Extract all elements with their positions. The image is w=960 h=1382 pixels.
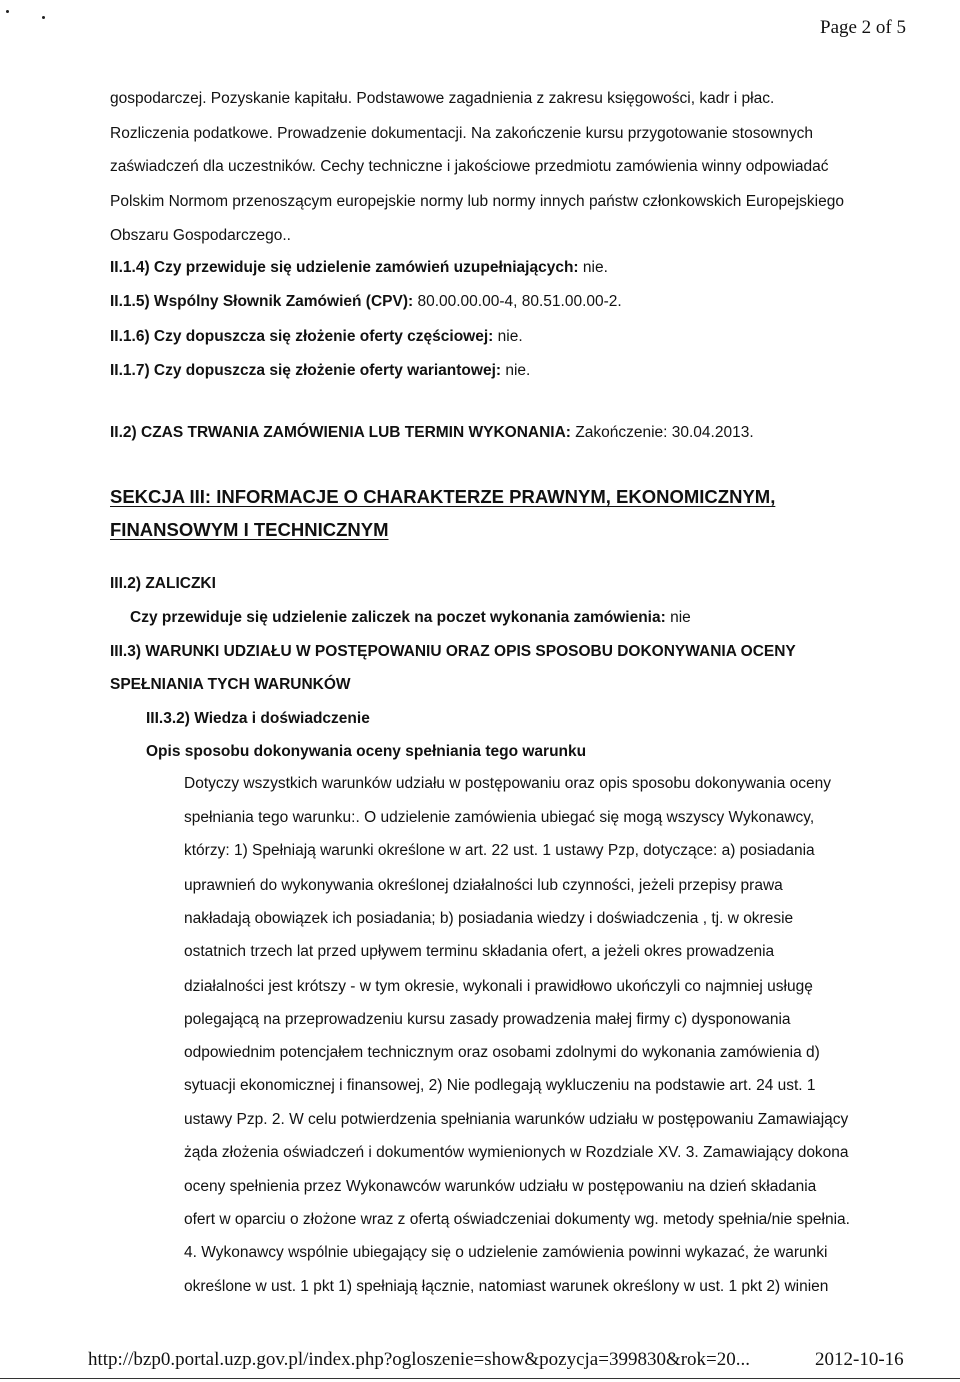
method-line: ostatnich trzech lat przed upływem terminu składania ofert, a jeżeli okres prowadzenia <box>184 943 775 960</box>
method-line: odpowiednim potencjałem technicznym oraz osobami zdolnymi do wykonania zamówienia d) <box>184 1044 820 1061</box>
footer-rule <box>0 1378 960 1379</box>
footer-date: 2012-10-16 <box>815 1349 904 1370</box>
intro-line: Polskim Normom przenoszącym europejskie normy lub normy innych państw członkowskich Europejskiego <box>110 193 844 210</box>
method-line: Dotyczy wszystkich warunków udziału w postępowaniu oraz opis sposobu dokonywania oceny <box>184 775 832 792</box>
item-variant-offer <box>110 361 530 381</box>
method-line: sytuacji ekonomicznej i finansowej, 2) Nie podlegają wykluczeniu na podstawie art. 24 ust. 1 <box>184 1077 816 1094</box>
intro-line: Obszaru Gospodarczego.. <box>110 227 291 244</box>
item-value: 80.00.00.00-4, 80.51.00.00-2. <box>413 293 622 310</box>
item-value: nie. <box>493 328 523 345</box>
method-line: ofert w oparciu o złożone wraz z ofertą oświadczeniai dokumenty wg. metody spełnia/nie spełnia. <box>184 1211 850 1228</box>
item-value: nie. <box>501 362 531 379</box>
advances-question <box>130 608 691 628</box>
item-cpv <box>110 292 622 312</box>
method-line: ustawy Pzp. 2. W celu potwierdzenia spełniania warunków udziału w postępowaniu Zamawiający <box>184 1111 849 1128</box>
advances-question-text: Czy przewiduje się udzielenie zaliczek na poczet wykonania zamówienia: <box>130 609 666 626</box>
duration-value: Zakończenie: 30.04.2013. <box>570 424 754 441</box>
page-indicator: Page 2 of 5 <box>820 17 907 38</box>
item-supplementary-orders <box>110 258 608 278</box>
intro-line: gospodarczej. Pozyskanie kapitału. Podstawowe zagadnienia z zakresu księgowości, kadr i płac. <box>110 90 775 107</box>
method-line: spełniania tego warunku:. O udzielenie zamówienia ubiegać się mogą wszyscy Wykonawcy, <box>184 809 815 826</box>
contract-duration <box>110 423 754 443</box>
item-label: II.1.5) Wspólny Słownik Zamówień (CPV): <box>110 293 414 310</box>
footer-url: http://bzp0.portal.uzp.gov.pl/index.php?ogloszenie=show&pozycja=399830&rok=20... <box>88 1349 751 1370</box>
method-line: żąda złożenia oświadczeń i dokumentów wymienionych w Rozdziale XV. 3. Zamawiający dokona <box>184 1144 849 1161</box>
conditions-heading-line1: III.3) WARUNKI UDZIAŁU W POSTĘPOWANIU ORAZ OPIS SPOSOBU DOKONYWANIA OCENY <box>110 643 796 660</box>
method-line: którzy: 1) Spełniają warunki określone w art. 22 ust. 1 ustawy Pzp, dotyczące: a) posiadania <box>184 842 815 859</box>
method-line: uprawnień do wykonywania określonej działalności lub czynności, jeżeli przepisy prawa <box>184 877 783 894</box>
knowledge-heading: III.3.2) Wiedza i doświadczenie <box>146 710 370 727</box>
duration-label: II.2) CZAS TRWANIA ZAMÓWIENIA LUB TERMIN WYKONANIA: <box>110 424 571 441</box>
method-line: określone w ust. 1 pkt 1) spełniają łącznie, natomiast warunek określony w ust. 1 pkt 2) winien <box>184 1278 829 1295</box>
item-label: II.1.7) Czy dopuszcza się złożenie oferty wariantowej: <box>110 362 502 379</box>
section-title-line1: SEKCJA III: INFORMACJE O CHARAKTERZE PRAWNYM, EKONOMICZNYM, <box>110 486 776 507</box>
section-title-line2: FINANSOWYM I TECHNICZNYM <box>110 519 389 540</box>
method-line: polegającą na przeprowadzeniu kursu zasady prowadzenia małej firmy c) dysponowania <box>184 1011 791 1028</box>
method-line: oceny spełnienia przez Wykonawców warunków udziału w postępowaniu na dzień składania <box>184 1178 817 1195</box>
item-value: nie. <box>578 259 608 276</box>
scan-speck <box>42 16 45 19</box>
scan-speck <box>6 10 9 13</box>
method-heading: Opis sposobu dokonywania oceny spełniania tego warunku <box>146 743 587 760</box>
item-label: II.1.4) Czy przewiduje się udzielenie zamówień uzupełniających: <box>110 259 579 276</box>
intro-line: zaświadczeń dla uczestników. Cechy techniczne i jakościowe przedmiotu zamówienia winny odpowiadać <box>110 158 829 175</box>
advances-answer: nie <box>665 609 691 626</box>
item-partial-offer <box>110 327 523 347</box>
conditions-heading-line2: SPEŁNIANIA TYCH WARUNKÓW <box>110 676 351 693</box>
method-line: 4. Wykonawcy wspólnie ubiegający się o udzielenie zamówienia powinni wykazać, że warunki <box>184 1244 828 1261</box>
method-line: nakładają obowiązek ich posiadania; b) posiadania wiedzy i doświadczenia , tj. w okresie <box>184 910 794 927</box>
method-line: działalności jest krótszy - w tym okresie, wykonali i prawidłowo ukończyli co najmniej usługę <box>184 978 813 995</box>
item-label: II.1.6) Czy dopuszcza się złożenie oferty częściowej: <box>110 328 494 345</box>
intro-line: Rozliczenia podatkowe. Prowadzenie dokumentacji. Na zakończenie kursu przygotowanie stosownych <box>110 125 814 142</box>
advances-heading: III.2) ZALICZKI <box>110 575 216 592</box>
